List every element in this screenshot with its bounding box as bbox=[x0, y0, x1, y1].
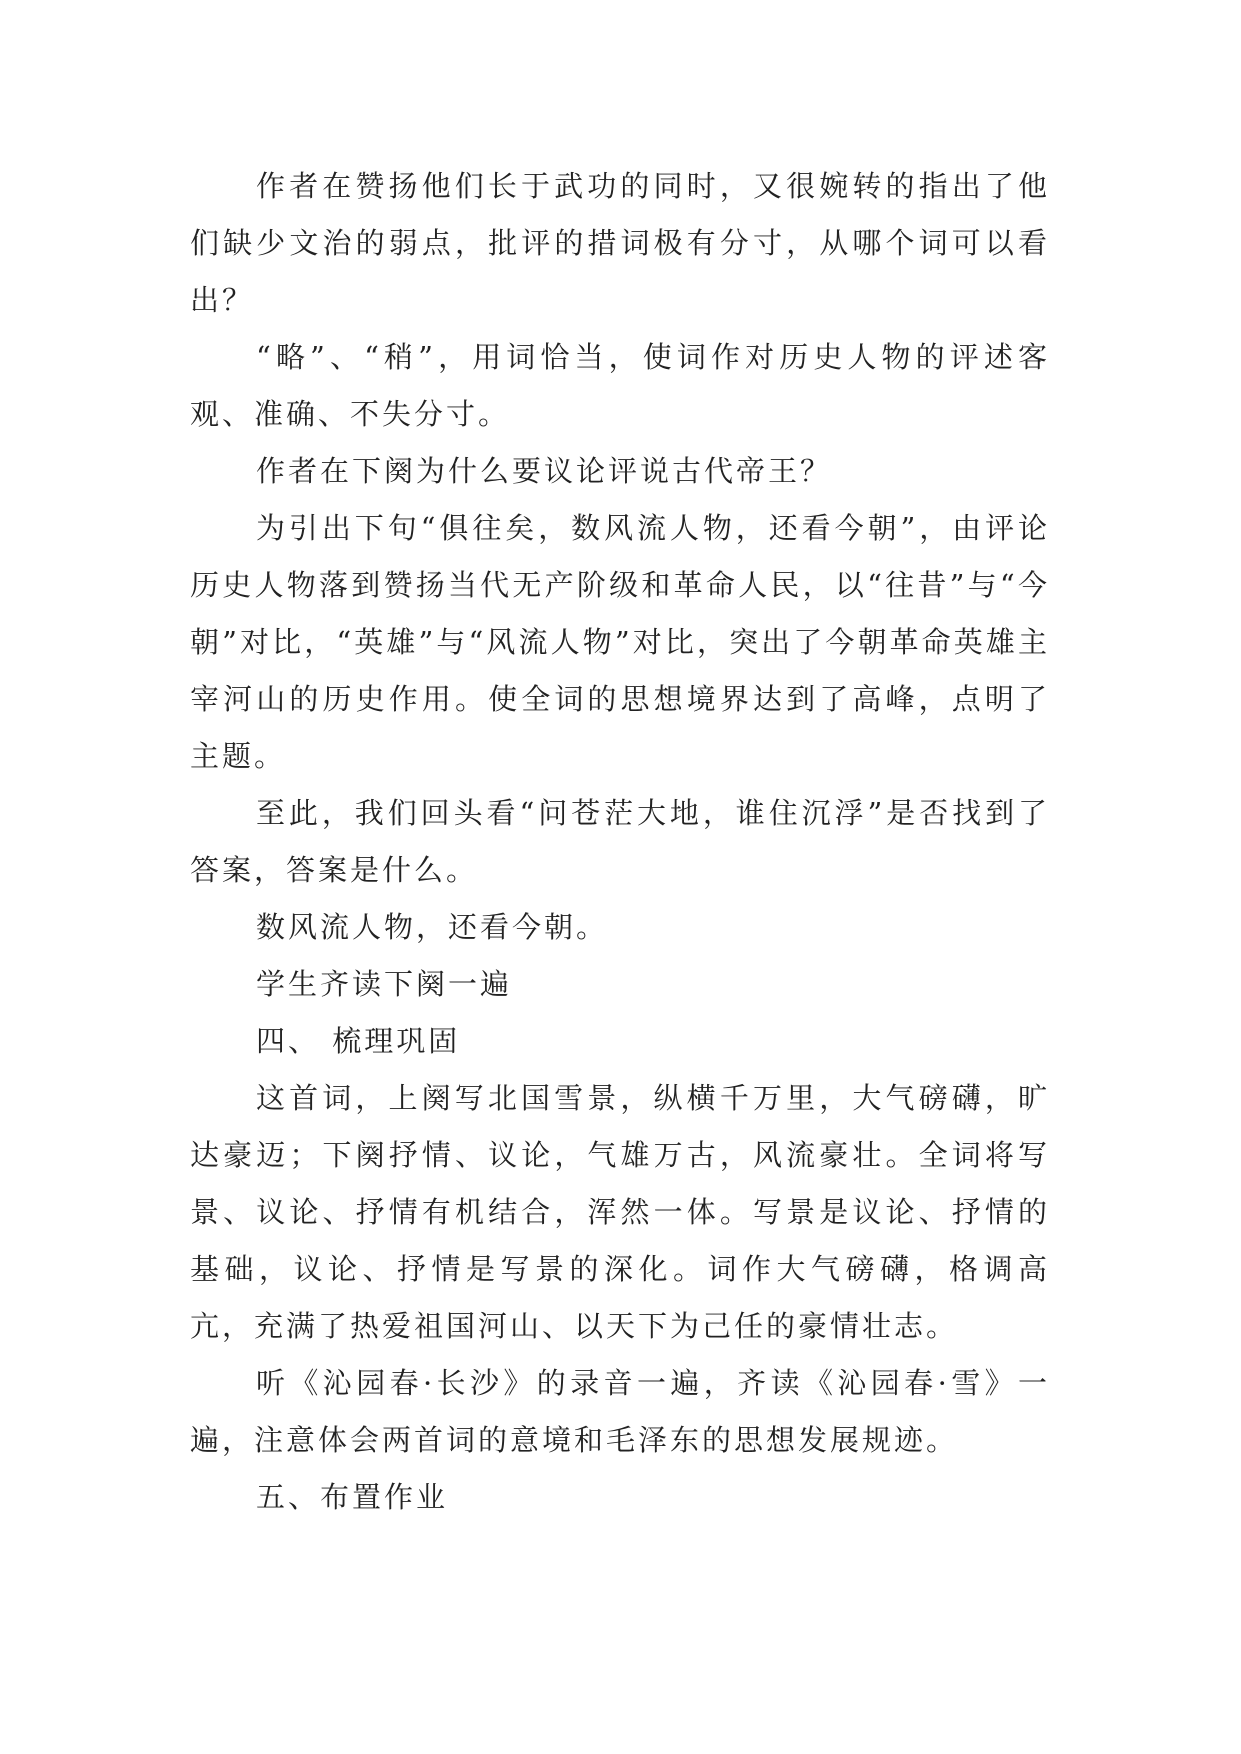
section-heading-review: 四、 梳理巩固 bbox=[256, 1024, 461, 1058]
paragraph-answer-criticism: “略”、“稍”，用词恰当，使词作对历史人物的评述客观、准确、不失分寸。 bbox=[190, 340, 1050, 431]
paragraph-answer-emperors: 为引出下句“俱往矣，数风流人物，还看今朝”，由评论历史人物落到赞扬当代无产阶级和革命人民，以“往昔”与“今朝”对比，“英雄”与“风流人物”对比，突出了今朝革命英雄主宰河山的历史作用。使全词的思想境界达到了高峰，点明了主题。 bbox=[190, 511, 1050, 773]
paragraph-question-answer-found: 至此，我们回头看“问苍茫大地，谁住沉浮”是否找到了答案，答案是什么。 bbox=[190, 796, 1050, 887]
paragraph-question-criticism: 作者在赞扬他们长于武功的同时，又很婉转的指出了他们缺少文治的弱点，批评的措词极有分寸，从哪个词可以看出？ bbox=[190, 169, 1050, 317]
paragraph-question-emperors: 作者在下阕为什么要议论评说古代帝王？ bbox=[256, 454, 833, 488]
document-body bbox=[190, 158, 1050, 1526]
paragraph-read-aloud: 学生齐读下阕一遍 bbox=[256, 967, 513, 1001]
section-heading-homework: 五、布置作业 bbox=[256, 1480, 449, 1514]
paragraph-summary: 这首词，上阕写北国雪景，纵横千万里，大气磅礴，旷达豪迈；下阕抒情、议论，气雄万古，风流豪壮。全词将写景、议论、抒情有机结合，浑然一体。写景是议论、抒情的基础，议论、抒情是写景的深化。词作大气磅礴，格调高亢，充满了热爱祖国河山、以天下为己任的豪情壮志。 bbox=[190, 1081, 1050, 1343]
paragraph-answer-found: 数风流人物，还看今朝。 bbox=[256, 910, 609, 944]
paragraph-listen-recording: 听《沁园春·长沙》的录音一遍，齐读《沁园春·雪》一遍，注意体会两首词的意境和毛泽东的思想发展规迹。 bbox=[190, 1366, 1050, 1457]
